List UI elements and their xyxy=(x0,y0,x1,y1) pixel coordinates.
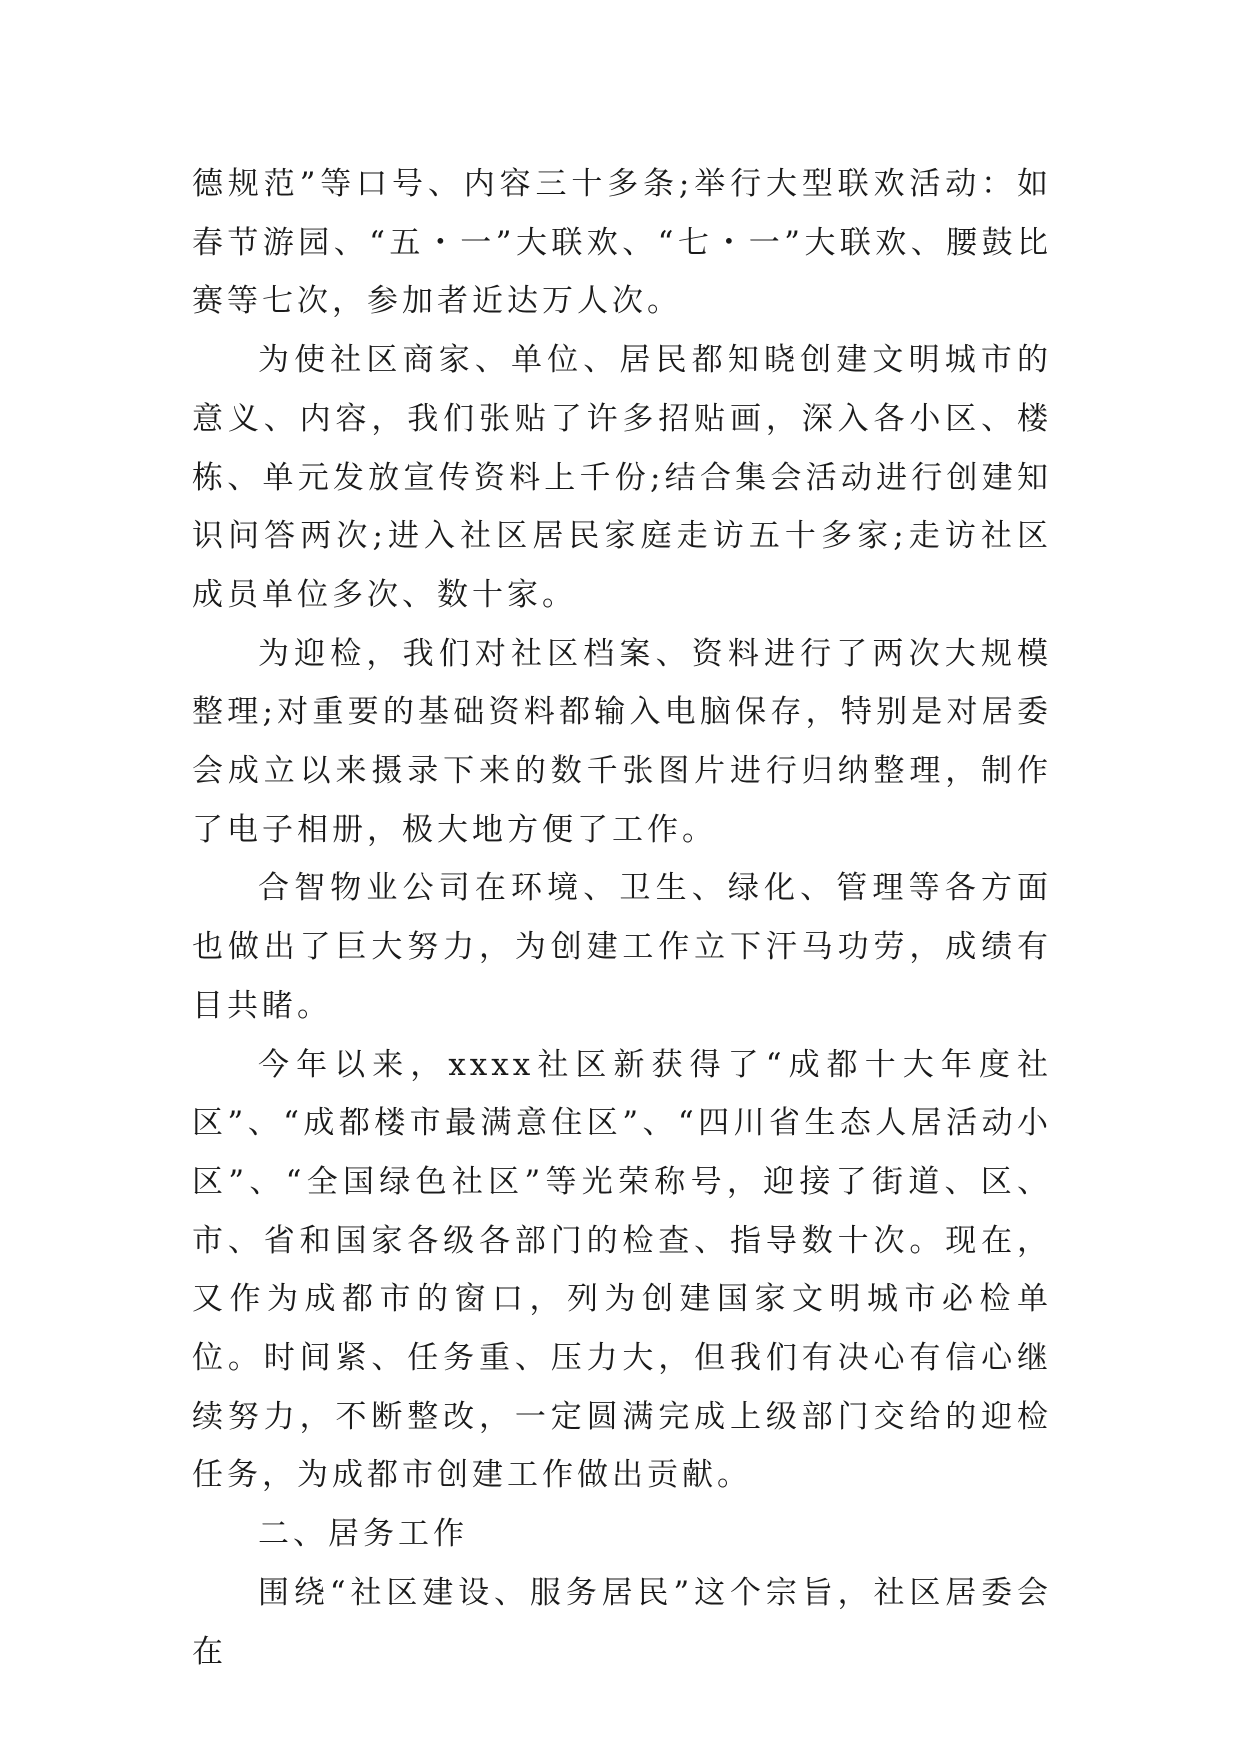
paragraph-residential-affairs: 围绕“社区建设、服务居民”这个宗旨，社区居委会在 xyxy=(192,1574,1052,1670)
document-body xyxy=(192,155,1052,1681)
paragraph-archives: 为迎检，我们对社区档案、资料进行了两次大规模整理;对重要的基础资料都输入电脑保存，特别是对居委会成立以来摄录下来的数千张图片进行归纳整理，制作了电子相册，极大地方便了工作。 xyxy=(192,635,1052,848)
paragraph-honors: 今年以来，xxxx社区新获得了“成都十大年度社区”、“成都楼市最满意住区”、“四川省生态人居活动小区”、“全国绿色社区”等光荣称号，迎接了街道、区、市、省和国家各级各部门的检查、指导数十次。现在，又作为成都市的窗口，列为创建国家文明城市必检单位。时间紧、任务重、压力大，但我们有决心有信心继续努力，不断整改，一定圆满完成上级部门交给的迎检任务，为成都市创建工作做出贡献。 xyxy=(192,1046,1052,1494)
paragraph-slogans-events: 德规范”等口号、内容三十多条;举行大型联欢活动：如春节游园、“五・一”大联欢、“七・一”大联欢、腰鼓比赛等七次，参加者近达万人次。 xyxy=(192,166,1052,320)
section-heading-residential-affairs: 二、居务工作 xyxy=(258,1516,468,1553)
paragraph-property-company: 合智物业公司在环境、卫生、绿化、管理等各方面也做出了巨大努力，为创建工作立下汗马功劳，成绩有目共睹。 xyxy=(192,870,1052,1024)
paragraph-publicity: 为使社区商家、单位、居民都知晓创建文明城市的意义、内容，我们张贴了许多招贴画，深入各小区、楼栋、单元发放宣传资料上千份;结合集会活动进行创建知识问答两次;进入社区居民家庭走访五十多家;走访社区成员单位多次、数十家。 xyxy=(192,342,1052,613)
